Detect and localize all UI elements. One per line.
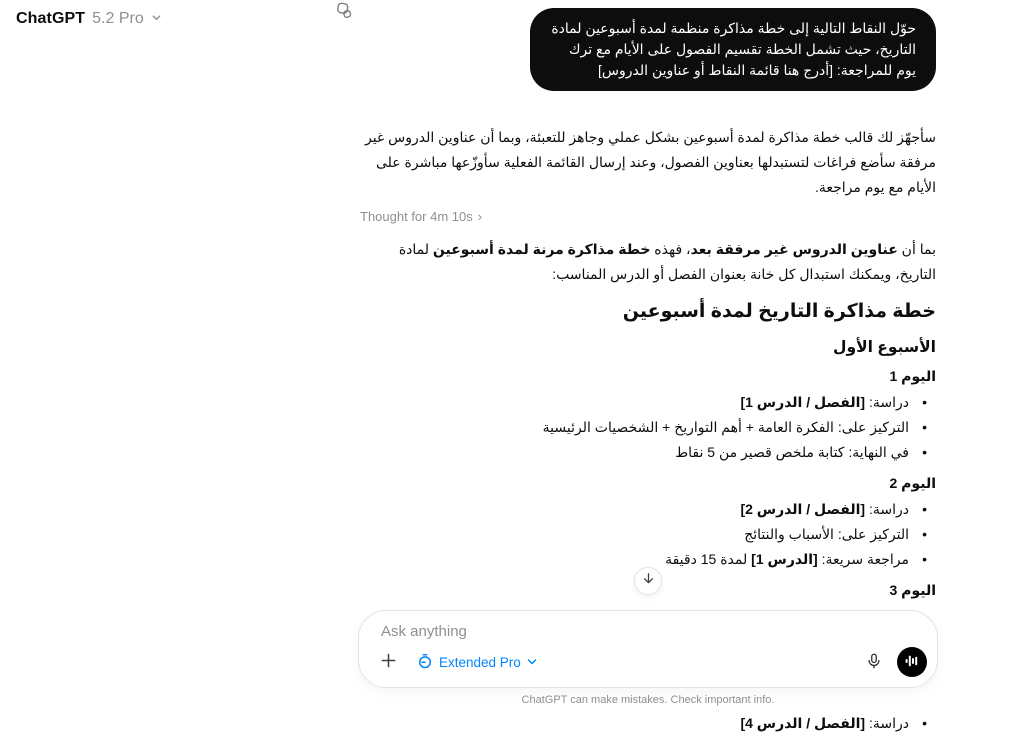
plan-day-heading: اليوم 3 (889, 582, 936, 598)
plan-bullet-item: • دراسة: [الفصل / الدرس 2] (360, 497, 936, 522)
plan-day-heading: اليوم 1 (889, 368, 936, 384)
chevron-down-icon (527, 655, 537, 670)
waveform-icon (905, 654, 919, 671)
user-message-bubble: حوّل النقاط التالية إلى خطة مذاكرة منظمة لمدة أسبوعين لمادة التاريخ، حيث تشمل الخطة تقسيم الفصول على الأيام مع ترك يوم للمراجعة: [أدرج هنا قائمة النقاط أو عناوين الدروس] (530, 8, 936, 91)
plus-icon (379, 651, 398, 673)
voice-mode-button[interactable] (897, 647, 927, 677)
plan-day-bullet-list (360, 497, 936, 572)
plan-day-bullet-list (360, 390, 936, 465)
message-input[interactable] (369, 619, 909, 643)
plan-title-heading: خطة مذاكرة التاريخ لمدة أسبوعين (622, 301, 936, 322)
thought-duration-label: Thought for 4m 10s (360, 209, 473, 224)
plan-bullet-item: • التركيز على: الأسباب والنتائج (360, 522, 936, 547)
user-message-row (360, 8, 936, 91)
microphone-icon (865, 652, 883, 673)
app-title: ChatGPT (16, 10, 86, 27)
composer (358, 610, 938, 688)
plan-day-bullet-list (360, 711, 936, 736)
thinking-icon (335, 1, 354, 25)
plan-bullet-item: • دراسة: [الفصل / الدرس 1] (360, 390, 936, 415)
disclaimer-text: ChatGPT can make mistakes. Check important info. (521, 694, 775, 706)
extended-pro-label: Extended Pro (439, 654, 521, 670)
dictate-button[interactable] (859, 647, 889, 677)
assistant-intro-paragraph: سأجهّز لك قالب خطة مذاكرة لمدة أسبوعين بشكل عملي وجاهز للتعبئة، وبما أن عناوين الدروس غير مرفقة سأضع فراغات لتستبدلها بعناوين الفصول، وعند إرسال القائمة الفعلية سأوزّعها مباشرة على الأيام مع يوم مراجعة. (364, 129, 936, 195)
model-version-label: 5.2 Pro (92, 10, 144, 27)
add-attachment-button[interactable] (373, 647, 403, 677)
assistant-lead-paragraph: بما أن عناوين الدروس غير مرفقة بعد، فهذه خطة مذاكرة مرنة لمدة أسبوعين لمادة التاريخ، ويمكنك استبدال كل خانة بعنوان الفصل أو الدرس المناسب: (398, 241, 936, 282)
scroll-to-bottom-button[interactable] (634, 567, 662, 595)
week-heading: الأسبوع الأول (833, 339, 936, 356)
stopwatch-icon (417, 653, 433, 672)
arrow-down-icon (641, 571, 656, 591)
extended-pro-selector[interactable] (411, 649, 543, 676)
plan-day-heading: اليوم 2 (889, 475, 936, 491)
thought-duration-toggle[interactable] (360, 209, 936, 224)
plan-day-section (360, 367, 936, 465)
model-picker[interactable] (16, 10, 162, 28)
plan-bullet-item: • مراجعة سريعة: [الدرس 1] لمدة 15 دقيقة (360, 547, 936, 572)
plan-bullet-item: • في النهاية: كتابة ملخص قصير من 5 نقاط (360, 440, 936, 465)
plan-bullet-item: • التركيز على: الفكرة العامة + أهم التواريخ + الشخصيات الرئيسية (360, 415, 936, 440)
composer-toolbar (373, 646, 927, 678)
chevron-down-icon (151, 10, 162, 28)
plan-day-section (360, 474, 936, 572)
plan-bullet-item: • دراسة: [الفصل / الدرس 4] (360, 711, 936, 736)
chevron-right-icon: › (477, 209, 483, 224)
